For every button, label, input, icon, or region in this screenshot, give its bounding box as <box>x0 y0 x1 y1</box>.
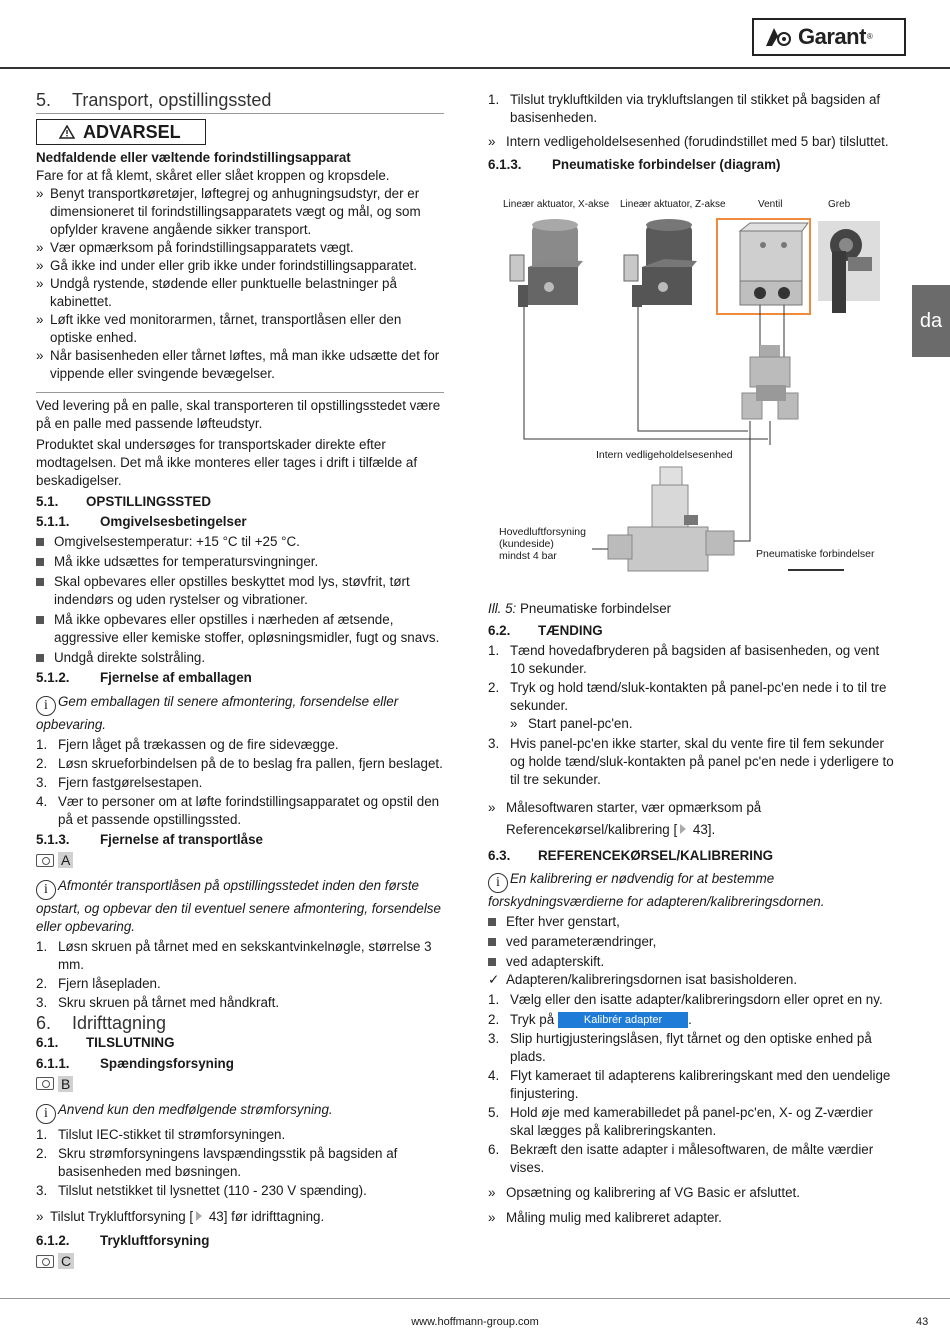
left-column <box>36 91 444 109</box>
footer-rule <box>0 1298 950 1299</box>
bullet-square-icon <box>36 654 44 662</box>
info-icon: i <box>36 880 56 900</box>
warning-item-4: » Undgå rystende, stødende eller punktuelle belastninger på kabinettet. <box>36 276 397 309</box>
note-packaging: i Gem emballagen til senere afmontering, forsendelse eller opbevaring. <box>36 694 399 732</box>
pneumatic-diagram <box>488 195 894 590</box>
figure-ref-b[interactable]: B <box>36 1076 73 1092</box>
language-tab: da <box>912 285 950 357</box>
warning-intro: Fare for at få klemt, skåret eller slået kroppen og kropsdele. <box>36 168 390 183</box>
environment-item-1: Omgivelsestemperatur: +15 °C til +25 °C. <box>36 533 444 551</box>
environment-item-3: Skal opbevares eller opstilles beskyttet mod lys, støvfrit, tørt indendørs og uden rystelser og vibrationer. <box>36 573 444 609</box>
bullet-square-icon <box>488 938 496 946</box>
figure-caption: Ill. 5: Pneumatiske forbindelser <box>488 601 672 616</box>
label-main-air-supply: Hovedluftforsyning (kundeside) mindst 4 bar <box>499 526 586 562</box>
packaging-step-4: 4. Vær to personer om at løfte forindstillingsapparatet og opstil den på et passende opstillingssted. <box>36 794 440 827</box>
bullet-square-icon <box>488 958 496 966</box>
calibrate-adapter-button[interactable]: Kalibrér adapter <box>558 1012 688 1028</box>
section-6-title: 6. Idrifttagning <box>36 1012 167 1033</box>
section-5-1-2-heading: 5.1.2. Fjernelse af emballagen <box>36 670 252 685</box>
footer-url[interactable]: www.hoffmann-group.com <box>411 1316 539 1328</box>
switch-on-substep: » Start panel-pc'en. <box>510 716 633 731</box>
figure-ref-c[interactable]: C <box>36 1253 74 1269</box>
warning-item-6: » Når basisenheden eller tårnet løftes, må man ikke udsætte det for vippende eller svingende bevægelser. <box>36 348 440 381</box>
garant-logo: Garant ® <box>752 18 906 56</box>
switch-on-step-2: 2. Tryk og hold tænd/sluk-kontakten på panel-pc'en nede i to til tre sekunder. <box>488 680 887 713</box>
calibration-step-2: 2. Tryk på Kalibrér adapter . <box>488 1012 692 1027</box>
packaging-step-3: 3. Fjern fastgørelsestapen. <box>36 775 203 790</box>
label-pneumatic-connections: Pneumatiske forbindelser <box>756 548 875 560</box>
section-6-1-1-heading: 6.1.1. Spændingsforsyning <box>36 1055 234 1071</box>
inspection-paragraph: Produktet skal undersøges for transportskader direkte efter modtagelsen. Det må ikke monteres eller tages i drift i tilfælde af beskadigelser. <box>36 437 418 488</box>
label-handle: Greb <box>828 199 851 210</box>
warning-item-2: » Vær opmærksom på forindstillingsapparatets vægt. <box>36 240 354 255</box>
switch-on-step-1: 1. Tænd hovedafbryderen på bagsiden af basisenheden, og vent 10 sekunder. <box>488 643 880 676</box>
bullet-square-icon <box>488 918 496 926</box>
power-step-3: 3. Tilslut netstikket til lysnettet (110 - 230 V spænding). <box>36 1183 367 1198</box>
packaging-step-2: 2. Løsn skrueforbindelsen på de to beslag fra pallen, fjern beslaget. <box>36 756 443 771</box>
label-valve: Ventil <box>758 199 783 210</box>
warning-item-1: » Benyt transportkøretøjer, løftegrej og anhugningsudstyr, der er dimensioneret til forindstillingsapparatets vægt og mål, og som opfylder kravene angående sikker transport. <box>36 186 421 237</box>
calibration-results <box>488 1184 894 1227</box>
label-z-actuator: Lineær aktuator, Z-akse <box>620 199 726 210</box>
bullet-square-icon <box>36 558 44 566</box>
camera-icon <box>36 1077 54 1090</box>
z-actuator <box>624 219 697 307</box>
air-result: » Intern vedligeholdelsesenhed (forudindstillet med 5 bar) tilsluttet. <box>488 134 889 149</box>
valve <box>740 223 808 305</box>
section-5-1-heading: 5.1. OPSTILLINGSSTED <box>36 494 211 509</box>
section-6-2-heading: 6.2. TÆNDING <box>488 623 603 638</box>
packaging-step-1: 1. Fjern låget på trækassen og de fire sidevægge. <box>36 737 339 752</box>
section-5-title: 5. Transport, opstillingssted <box>36 90 272 110</box>
calibration-step-1: 3. Slip hurtigjusteringslåsen, flyt tårnet og den optiske enhed på plads. <box>488 1031 872 1064</box>
air-step-1: 1. Tilslut trykluftkilden via trykluftslangen til stikket på bagsiden af basisenheden. <box>488 92 881 125</box>
calibration-conditions <box>488 913 894 971</box>
calibration-step-4: 6. Bekræft den isatte adapter i målesoftwaren, de målte værdier vises. <box>488 1142 874 1175</box>
warning-triangle-icon <box>59 125 75 139</box>
page-ref-arrow-icon[interactable] <box>196 1211 202 1221</box>
environment-item-5: Undgå direkte solstråling. <box>36 649 444 667</box>
section-6-1-3-heading: 6.1.3. Pneumatiske forbindelser (diagram) <box>488 157 781 172</box>
info-icon: i <box>488 873 508 893</box>
calibration-step-1: 1. Vælg eller den isatte adapter/kalibreringsdorn eller opret en ny. <box>488 992 883 1007</box>
section-6-3-heading: 6.3. REFERENCEKØRSEL/KALIBRERING <box>488 848 774 863</box>
note-transport-lock: i Afmontér transportlåsen på opstillingsstedet inden den første opstart, og opbevar den til eventuel senere afmontering, forsendelse eller opbevaring. <box>36 877 441 934</box>
camera-icon <box>36 1255 54 1268</box>
page-number: 43 <box>916 1316 929 1328</box>
bullet-square-icon <box>36 578 44 586</box>
label-x-actuator: Lineær aktuator, X-akse <box>503 199 610 210</box>
label-maintenance-unit: Intern vedligeholdelsesenhed <box>596 449 733 461</box>
warning-label-box <box>36 119 206 145</box>
switch-on-steps <box>488 642 894 715</box>
divider <box>36 113 444 114</box>
calibration-prerequisite: ✓ Adapteren/kalibreringsdornen isat basisholderen. <box>488 972 798 987</box>
delivery-paragraph: Ved levering på en palle, skal transporteren til opstillingsstedet være på en palle med passende løfteudstyr. <box>36 398 441 431</box>
warning-item-3: » Gå ikke ind under eller grib ikke under forindstillingsapparatet. <box>36 258 417 273</box>
calibration-condition-1: Efter hver genstart, <box>488 913 894 931</box>
maintenance-unit <box>608 467 734 571</box>
warning-item-5: » Løft ikke ved monitorarmen, tårnet, transportlåsen eller den optiske enhed. <box>36 312 402 345</box>
environment-list <box>36 533 444 667</box>
handle <box>818 221 880 313</box>
environment-item-4: Må ikke opbevares eller opstilles i nærheden af ætsende, aggressive eller kemiske stoffer, opløsningsmidler, fugt og snavs. <box>36 611 444 647</box>
x-actuator <box>510 219 583 307</box>
section-5-1-1-heading: 5.1.1. Omgivelsesbetingelser <box>36 514 247 529</box>
lock-step-3: 3. Skru skruen på tårnet med håndkraft. <box>36 994 280 1010</box>
section-6-1-2-heading: 6.1.2. Trykluftforsyning <box>36 1233 210 1248</box>
warning-label: ADVARSEL <box>83 122 181 142</box>
calibration-step-2: 4. Flyt kameraet til adapterens kalibreringskant med den uendelige finjustering. <box>488 1068 891 1101</box>
t-connector <box>742 345 798 419</box>
calibration-condition-3: ved adapterskift. <box>488 953 894 971</box>
calibration-condition-2: ved parameterændringer, <box>488 933 894 951</box>
figure-ref-a[interactable]: A <box>36 852 73 868</box>
calibration-steps <box>488 1030 894 1177</box>
section-5-1-3-heading: 5.1.3. Fjernelse af transportlåse <box>36 832 263 847</box>
note-power: i Anvend kun den medfølgende strømforsyning. <box>36 1101 444 1124</box>
switch-on-step-3: 3. Hvis panel-pc'en ikke starter, skal du vente fire til fem sekunder og holde tænd/sluk-kontakten på panel pc'en nede i yderligere to til tre sekunder. <box>488 736 894 787</box>
info-icon: i <box>36 696 56 716</box>
packaging-steps <box>36 736 444 829</box>
garant-logo-icon <box>764 26 794 48</box>
header-rule <box>0 67 950 69</box>
warning-end-rule <box>36 392 444 393</box>
page-ref-arrow-icon[interactable] <box>680 824 686 834</box>
power-step-1: 1. Tilslut IEC-stikket til strømforsyningen. <box>36 1127 286 1142</box>
lock-step-1: 1. Løsn skruen på tårnet med en sekskantvinkelnøgle, størrelse 3 mm. <box>36 938 432 972</box>
brand-name: Garant <box>798 24 866 49</box>
note-calibration: i En kalibrering er nødvendig for at bestemme forskydningsværdierne for adapteren/kalibreringsdornen. <box>488 871 825 909</box>
lock-steps <box>36 938 444 1012</box>
bullet-square-icon <box>36 538 44 546</box>
bullet-square-icon <box>36 616 44 624</box>
result-air-supply: » Tilslut Trykluftforsyning [ 43] før idrifttagning. <box>36 1209 325 1224</box>
camera-icon <box>36 854 54 867</box>
environment-item-2: Må ikke udsættes for temperatursvingninger. <box>36 553 444 571</box>
warning-list <box>36 185 444 383</box>
lock-step-2: 2. Fjern låsepladen. <box>36 975 161 991</box>
power-steps <box>36 1126 444 1200</box>
info-icon: i <box>36 1104 56 1124</box>
power-step-2: 2. Skru strømforsyningens lavspændingsstik på bagsiden af basisenheden med bøsningen. <box>36 1146 398 1179</box>
section-6-1-heading: 6.1. TILSLUTNING <box>36 1034 175 1050</box>
calibration-result-2: » Måling mulig med kalibreret adapter. <box>488 1210 722 1225</box>
calibration-result-1: » Opsætning og kalibrering af VG Basic er afsluttet. <box>488 1185 800 1200</box>
switch-on-result: » Målesoftwaren starter, vær opmærksom på Referencekørsel/kalibrering [ 43]. <box>488 800 762 837</box>
right-column <box>488 91 894 174</box>
calibration-step-3: 5. Hold øje med kamerabilledet på panel-pc'en, X- og Z-værdier skal lægges på kalibreringskanten. <box>488 1105 873 1138</box>
warning-heading: Nedfaldende eller væltende forindstillingsapparat <box>36 150 351 165</box>
